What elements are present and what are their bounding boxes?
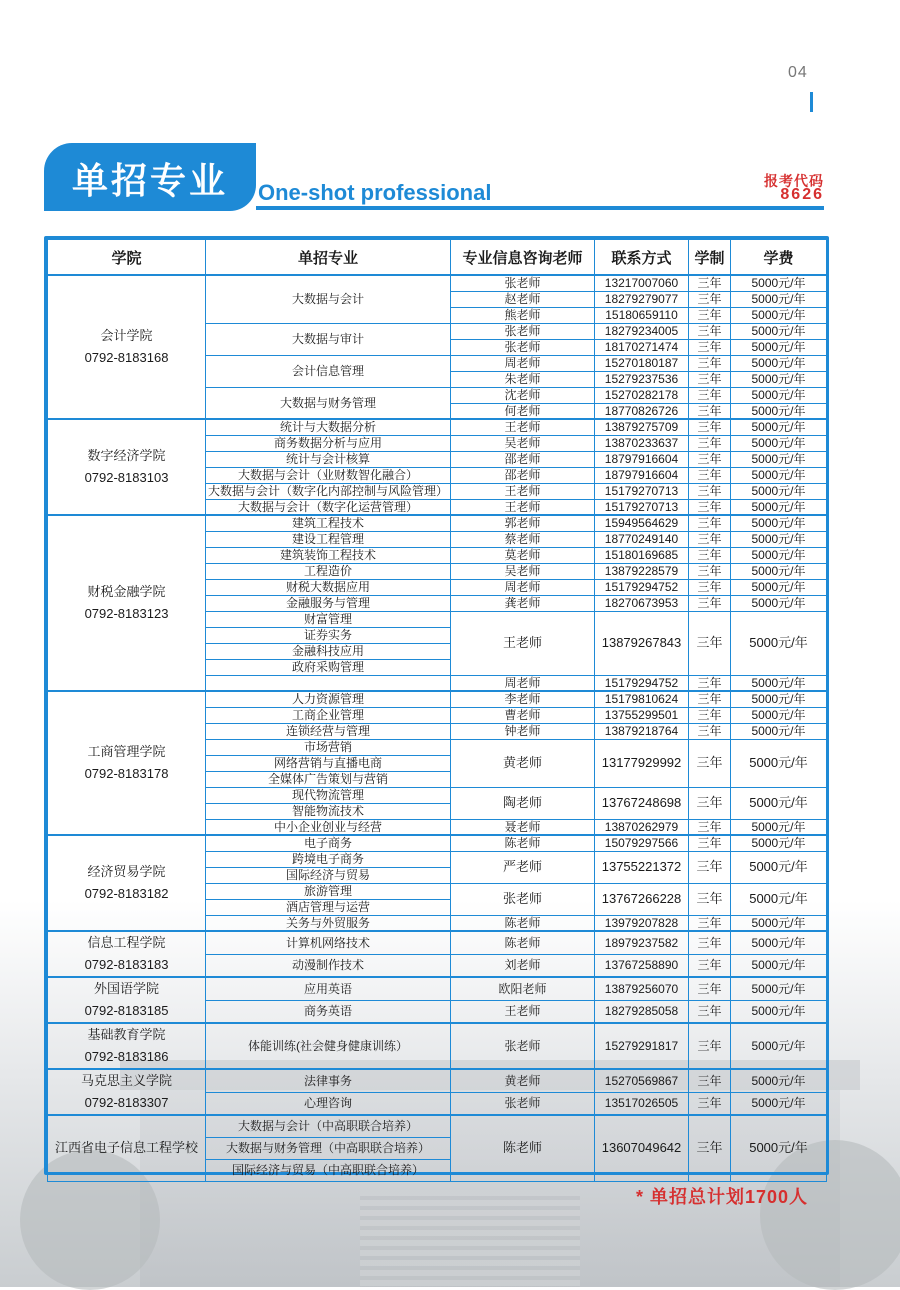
major-cell: 商务数据分析与应用 xyxy=(206,435,451,451)
major-cell: 体能训练(社会健身健康训练） xyxy=(206,1023,451,1069)
major-cell: 国际经济与贸易（中高职联合培养） xyxy=(206,1159,451,1181)
fee-cell: 5000元/年 xyxy=(731,307,827,323)
major-cell: 关务与外贸服务 xyxy=(206,915,451,931)
major-cell: 网络营销与直播电商 xyxy=(206,755,451,771)
years-cell: 三年 xyxy=(689,835,731,851)
college-name: 信息工程学院 xyxy=(87,935,166,950)
teacher-cell: 邵老师 xyxy=(451,467,595,483)
college-phone: 0792-8183185 xyxy=(84,1003,169,1018)
years-cell: 三年 xyxy=(689,675,731,691)
major-cell: 大数据与审计 xyxy=(206,323,451,355)
fee-cell: 5000元/年 xyxy=(731,515,827,531)
contact-cell: 13870233637 xyxy=(595,435,689,451)
table-header-row xyxy=(48,240,827,276)
teacher-cell: 莫老师 xyxy=(451,547,595,563)
years-cell: 三年 xyxy=(689,515,731,531)
years-cell: 三年 xyxy=(689,419,731,435)
years-cell: 三年 xyxy=(689,355,731,371)
teacher-cell: 王老师 xyxy=(451,483,595,499)
years-cell: 三年 xyxy=(689,323,731,339)
years-cell: 三年 xyxy=(689,371,731,387)
table-row xyxy=(48,977,827,1000)
years-cell: 三年 xyxy=(689,1115,731,1181)
major-cell: 建筑工程技术 xyxy=(206,515,451,531)
college-phone: 0792-8183103 xyxy=(84,470,169,485)
column-header-college: 学院 xyxy=(48,240,206,276)
college-phone: 0792-8183186 xyxy=(84,1049,169,1064)
teacher-cell: 王老师 xyxy=(451,419,595,435)
major-cell: 连锁经营与管理 xyxy=(206,723,451,739)
years-cell: 三年 xyxy=(689,977,731,1000)
major-cell: 财税大数据应用 xyxy=(206,579,451,595)
major-cell: 跨境电子商务 xyxy=(206,851,451,867)
years-cell: 三年 xyxy=(689,483,731,499)
major-cell: 现代物流管理 xyxy=(206,787,451,803)
contact-cell: 18279285058 xyxy=(595,1000,689,1023)
teacher-cell: 朱老师 xyxy=(451,371,595,387)
contact-cell: 18770249140 xyxy=(595,531,689,547)
teacher-cell: 王老师 xyxy=(451,611,595,675)
fee-cell: 5000元/年 xyxy=(731,1000,827,1023)
years-cell: 三年 xyxy=(689,275,731,291)
background-stairs xyxy=(360,1190,580,1287)
teacher-cell: 黄老师 xyxy=(451,1069,595,1092)
college-cell xyxy=(48,931,206,977)
contact-cell: 13607049642 xyxy=(595,1115,689,1181)
college-phone: 0792-8183123 xyxy=(84,606,169,621)
major-cell: 工商企业管理 xyxy=(206,707,451,723)
teacher-cell: 陈老师 xyxy=(451,931,595,954)
contact-cell: 15270569867 xyxy=(595,1069,689,1092)
college-phone: 0792-8183183 xyxy=(84,957,169,972)
application-code-label: 报考代码 xyxy=(764,173,824,189)
college-name: 财税金融学院 xyxy=(87,584,166,599)
major-cell: 市场营销 xyxy=(206,739,451,755)
years-cell: 三年 xyxy=(689,579,731,595)
column-header-contact: 联系方式 xyxy=(595,240,689,276)
college-cell xyxy=(48,1023,206,1069)
contact-cell: 18270673953 xyxy=(595,595,689,611)
section-title: 单招专业 xyxy=(72,160,229,201)
teacher-cell: 熊老师 xyxy=(451,307,595,323)
section-title-english: One-shot professional xyxy=(258,180,492,205)
application-code-value: 8626 xyxy=(780,186,824,203)
teacher-cell: 周老师 xyxy=(451,579,595,595)
college-name: 外国语学院 xyxy=(93,981,159,996)
major-cell: 证券实务 xyxy=(206,627,451,643)
major-cell: 人力资源管理 xyxy=(206,691,451,707)
years-cell: 三年 xyxy=(689,954,731,977)
years-cell: 三年 xyxy=(689,691,731,707)
college-cell xyxy=(48,419,206,515)
contact-cell: 15179270713 xyxy=(595,499,689,515)
years-cell: 三年 xyxy=(689,611,731,675)
major-cell: 计算机网络技术 xyxy=(206,931,451,954)
teacher-cell: 邵老师 xyxy=(451,451,595,467)
years-cell: 三年 xyxy=(689,499,731,515)
college-name: 江西省电子信息工程学校 xyxy=(54,1140,198,1156)
college-name: 经济贸易学院 xyxy=(87,864,166,879)
teacher-cell: 王老师 xyxy=(451,1000,595,1023)
fee-cell: 5000元/年 xyxy=(731,954,827,977)
fee-cell: 5000元/年 xyxy=(731,499,827,515)
fee-cell: 5000元/年 xyxy=(731,323,827,339)
college-cell xyxy=(48,835,206,931)
years-cell: 三年 xyxy=(689,739,731,787)
major-cell: 金融科技应用 xyxy=(206,643,451,659)
major-cell: 心理咨询 xyxy=(206,1092,451,1115)
major-cell: 智能物流技术 xyxy=(206,803,451,819)
teacher-cell: 刘老师 xyxy=(451,954,595,977)
contact-cell: 13870262979 xyxy=(595,819,689,835)
college-name: 会计学院 xyxy=(100,328,153,343)
contact-cell: 15179294752 xyxy=(595,675,689,691)
fee-cell: 5000元/年 xyxy=(731,1023,827,1069)
contact-cell: 15179270713 xyxy=(595,483,689,499)
major-cell: 金融服务与管理 xyxy=(206,595,451,611)
fee-cell: 5000元/年 xyxy=(731,275,827,291)
years-cell: 三年 xyxy=(689,547,731,563)
teacher-cell: 沈老师 xyxy=(451,387,595,403)
fee-cell: 5000元/年 xyxy=(731,579,827,595)
years-cell: 三年 xyxy=(689,787,731,819)
major-cell: 建设工程管理 xyxy=(206,531,451,547)
contact-cell: 18279279077 xyxy=(595,291,689,307)
major-cell: 国际经济与贸易 xyxy=(206,867,451,883)
contact-cell: 13177929992 xyxy=(595,739,689,787)
major-cell: 法律事务 xyxy=(206,1069,451,1092)
major-cell: 大数据与会计 xyxy=(206,275,451,323)
teacher-cell: 赵老师 xyxy=(451,291,595,307)
column-header-fee: 学费 xyxy=(731,240,827,276)
years-cell: 三年 xyxy=(689,1023,731,1069)
years-cell: 三年 xyxy=(689,1069,731,1092)
teacher-cell: 陈老师 xyxy=(451,835,595,851)
teacher-cell: 郭老师 xyxy=(451,515,595,531)
major-cell: 动漫制作技术 xyxy=(206,954,451,977)
fee-cell: 5000元/年 xyxy=(731,419,827,435)
contact-cell: 15949564629 xyxy=(595,515,689,531)
table-row xyxy=(48,691,827,707)
major-cell: 旅游管理 xyxy=(206,883,451,899)
column-header-teacher: 专业信息咨询老师 xyxy=(451,240,595,276)
years-cell: 三年 xyxy=(689,931,731,954)
teacher-cell: 何老师 xyxy=(451,403,595,419)
contact-cell: 18170271474 xyxy=(595,339,689,355)
fee-cell: 5000元/年 xyxy=(731,563,827,579)
contact-cell: 15180169685 xyxy=(595,547,689,563)
years-cell: 三年 xyxy=(689,435,731,451)
contact-cell: 13767258890 xyxy=(595,954,689,977)
teacher-cell: 陈老师 xyxy=(451,1115,595,1181)
column-header-major: 单招专业 xyxy=(206,240,451,276)
contact-cell: 13755221372 xyxy=(595,851,689,883)
college-name: 基础教育学院 xyxy=(87,1027,166,1042)
contact-cell: 13879218764 xyxy=(595,723,689,739)
majors-table xyxy=(47,239,827,1182)
teacher-cell: 龚老师 xyxy=(451,595,595,611)
years-cell: 三年 xyxy=(689,819,731,835)
major-cell: 大数据与财务管理 xyxy=(206,387,451,419)
teacher-cell: 钟老师 xyxy=(451,723,595,739)
contact-cell: 15179294752 xyxy=(595,579,689,595)
years-cell: 三年 xyxy=(689,307,731,323)
contact-cell: 15180659110 xyxy=(595,307,689,323)
teacher-cell: 张老师 xyxy=(451,1092,595,1115)
fee-cell: 5000元/年 xyxy=(731,435,827,451)
table-row xyxy=(48,1023,827,1069)
contact-cell: 18797916604 xyxy=(595,467,689,483)
years-cell: 三年 xyxy=(689,451,731,467)
major-cell: 工程造价 xyxy=(206,563,451,579)
contact-cell: 13755299501 xyxy=(595,707,689,723)
teacher-cell: 张老师 xyxy=(451,1023,595,1069)
fee-cell: 5000元/年 xyxy=(731,787,827,819)
years-cell: 三年 xyxy=(689,291,731,307)
years-cell: 三年 xyxy=(689,467,731,483)
table-body xyxy=(48,275,827,1181)
contact-cell: 13767266228 xyxy=(595,883,689,915)
contact-cell: 18770826726 xyxy=(595,403,689,419)
table-row xyxy=(48,419,827,435)
fee-cell: 5000元/年 xyxy=(731,931,827,954)
college-cell xyxy=(48,1115,206,1181)
years-cell: 三年 xyxy=(689,403,731,419)
years-cell: 三年 xyxy=(689,915,731,931)
major-cell: 商务英语 xyxy=(206,1000,451,1023)
table-row xyxy=(48,275,827,291)
fee-cell: 5000元/年 xyxy=(731,819,827,835)
major-cell: 酒店管理与运营 xyxy=(206,899,451,915)
fee-cell: 5000元/年 xyxy=(731,451,827,467)
teacher-cell: 张老师 xyxy=(451,323,595,339)
contact-cell: 13217007060 xyxy=(595,275,689,291)
fee-cell: 5000元/年 xyxy=(731,291,827,307)
contact-cell: 15279291817 xyxy=(595,1023,689,1069)
years-cell: 三年 xyxy=(689,707,731,723)
teacher-cell: 曹老师 xyxy=(451,707,595,723)
years-cell: 三年 xyxy=(689,883,731,915)
college-phone: 0792-8183307 xyxy=(84,1095,169,1110)
years-cell: 三年 xyxy=(689,339,731,355)
table-row xyxy=(48,1115,827,1137)
years-cell: 三年 xyxy=(689,1000,731,1023)
teacher-cell: 张老师 xyxy=(451,339,595,355)
major-cell: 应用英语 xyxy=(206,977,451,1000)
years-cell: 三年 xyxy=(689,595,731,611)
fee-cell: 5000元/年 xyxy=(731,483,827,499)
contact-cell: 15270180187 xyxy=(595,355,689,371)
fee-cell: 5000元/年 xyxy=(731,835,827,851)
fee-cell: 5000元/年 xyxy=(731,723,827,739)
major-cell: 财富管理 xyxy=(206,611,451,627)
teacher-cell: 黄老师 xyxy=(451,739,595,787)
fee-cell: 5000元/年 xyxy=(731,851,827,883)
years-cell: 三年 xyxy=(689,531,731,547)
fee-cell: 5000元/年 xyxy=(731,547,827,563)
contact-cell: 13767248698 xyxy=(595,787,689,819)
major-cell: 大数据与会计（数字化运营管理） xyxy=(206,499,451,515)
major-cell: 政府采购管理 xyxy=(206,659,451,675)
fee-cell: 5000元/年 xyxy=(731,387,827,403)
teacher-cell: 王老师 xyxy=(451,499,595,515)
college-phone: 0792-8183178 xyxy=(84,766,169,781)
teacher-cell: 蔡老师 xyxy=(451,531,595,547)
table-row xyxy=(48,931,827,954)
teacher-cell: 吴老师 xyxy=(451,435,595,451)
contact-cell: 13879275709 xyxy=(595,419,689,435)
major-cell: 中小企业创业与经营 xyxy=(206,819,451,835)
college-cell xyxy=(48,1069,206,1115)
teacher-cell: 吴老师 xyxy=(451,563,595,579)
contact-cell: 13879267843 xyxy=(595,611,689,675)
fee-cell: 5000元/年 xyxy=(731,1115,827,1181)
college-cell xyxy=(48,691,206,835)
column-header-years: 学制 xyxy=(689,240,731,276)
contact-cell: 18279234005 xyxy=(595,323,689,339)
contact-cell: 13517026505 xyxy=(595,1092,689,1115)
college-cell xyxy=(48,275,206,419)
major-cell: 大数据与会计（数字化内部控制与风险管理） xyxy=(206,483,451,499)
college-phone: 0792-8183182 xyxy=(84,886,169,901)
fee-cell: 5000元/年 xyxy=(731,611,827,675)
fee-cell: 5000元/年 xyxy=(731,691,827,707)
major-cell: 大数据与会计（中高职联合培养） xyxy=(206,1115,451,1137)
teacher-cell: 聂老师 xyxy=(451,819,595,835)
college-name: 工商管理学院 xyxy=(87,744,166,759)
college-cell xyxy=(48,977,206,1023)
title-underline xyxy=(256,206,824,210)
years-cell: 三年 xyxy=(689,851,731,883)
fee-cell: 5000元/年 xyxy=(731,595,827,611)
major-cell: 电子商务 xyxy=(206,835,451,851)
teacher-cell: 周老师 xyxy=(451,675,595,691)
major-cell: 全媒体广告策划与营销 xyxy=(206,771,451,787)
contact-cell: 13979207828 xyxy=(595,915,689,931)
fee-cell: 5000元/年 xyxy=(731,739,827,787)
major-cell: 大数据与财务管理（中高职联合培养） xyxy=(206,1137,451,1159)
table-row xyxy=(48,835,827,851)
section-title-box xyxy=(44,143,256,211)
contact-cell: 15270282178 xyxy=(595,387,689,403)
major-cell: 会计信息管理 xyxy=(206,355,451,387)
teacher-cell: 张老师 xyxy=(451,275,595,291)
teacher-cell: 周老师 xyxy=(451,355,595,371)
table-row xyxy=(48,515,827,531)
page-number: 04 xyxy=(788,64,808,81)
contact-cell: 15279237536 xyxy=(595,371,689,387)
teacher-cell: 欧阳老师 xyxy=(451,977,595,1000)
page-number-bar xyxy=(810,92,813,112)
major-cell: 大数据与会计（业财数智化融合） xyxy=(206,467,451,483)
contact-cell: 18979237582 xyxy=(595,931,689,954)
teacher-cell: 陈老师 xyxy=(451,915,595,931)
contact-cell: 15079297566 xyxy=(595,835,689,851)
fee-cell: 5000元/年 xyxy=(731,371,827,387)
major-cell: 统计与大数据分析 xyxy=(206,419,451,435)
contact-cell: 18797916604 xyxy=(595,451,689,467)
teacher-cell: 李老师 xyxy=(451,691,595,707)
college-cell xyxy=(48,515,206,691)
fee-cell: 5000元/年 xyxy=(731,403,827,419)
fee-cell: 5000元/年 xyxy=(731,977,827,1000)
fee-cell: 5000元/年 xyxy=(731,339,827,355)
contact-cell: 13879256070 xyxy=(595,977,689,1000)
college-phone: 0792-8183168 xyxy=(84,350,169,365)
total-plan-note: * 单招总计划1700人 xyxy=(636,1187,809,1207)
teacher-cell: 严老师 xyxy=(451,851,595,883)
major-cell: 建筑装饰工程技术 xyxy=(206,547,451,563)
contact-cell: 15179810624 xyxy=(595,691,689,707)
major-cell xyxy=(206,675,451,691)
college-name: 数字经济学院 xyxy=(87,448,166,463)
fee-cell: 5000元/年 xyxy=(731,707,827,723)
years-cell: 三年 xyxy=(689,387,731,403)
years-cell: 三年 xyxy=(689,563,731,579)
table-row xyxy=(48,1069,827,1092)
fee-cell: 5000元/年 xyxy=(731,467,827,483)
fee-cell: 5000元/年 xyxy=(731,883,827,915)
teacher-cell: 张老师 xyxy=(451,883,595,915)
teacher-cell: 陶老师 xyxy=(451,787,595,819)
major-cell: 统计与会计核算 xyxy=(206,451,451,467)
college-name: 马克思主义学院 xyxy=(80,1073,172,1088)
years-cell: 三年 xyxy=(689,1092,731,1115)
fee-cell: 5000元/年 xyxy=(731,675,827,691)
fee-cell: 5000元/年 xyxy=(731,1092,827,1115)
fee-cell: 5000元/年 xyxy=(731,1069,827,1092)
fee-cell: 5000元/年 xyxy=(731,355,827,371)
years-cell: 三年 xyxy=(689,723,731,739)
fee-cell: 5000元/年 xyxy=(731,915,827,931)
fee-cell: 5000元/年 xyxy=(731,531,827,547)
contact-cell: 13879228579 xyxy=(595,563,689,579)
